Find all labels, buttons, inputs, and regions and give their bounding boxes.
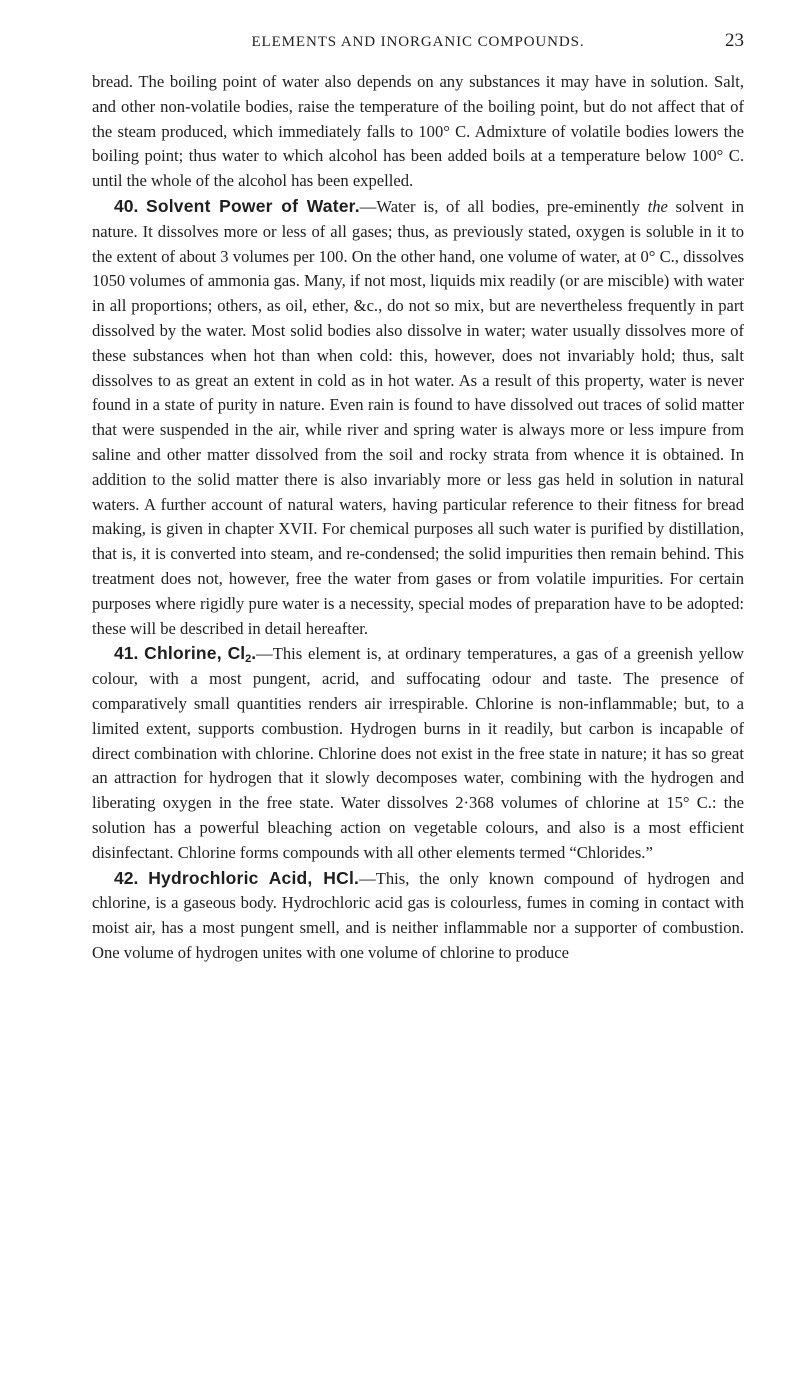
section-40-number: 40. [114, 195, 139, 216]
page-number: 23 [725, 30, 744, 51]
paragraph-intro-text: bread. The boiling point of water also depends on any substances it may have in solution. Salt, and other non-volatile bodies, raise the temperature of the boiling point, but do not affect that of the steam produced, which immediately falls to 100° C. Admixture of volatile bodies lowers the boiling point; thus water to which alcohol has been added boils at a temperature below 100° C. until the whole of the alcohol has been expelled. [92, 72, 744, 191]
section-41 [92, 641, 744, 865]
book-page [92, 0, 744, 1380]
body-text [92, 70, 744, 966]
section-40-text-a: —Water is, of all bodies, pre-eminently [359, 196, 648, 216]
section-41-number: 41. [114, 643, 139, 664]
section-42 [92, 866, 744, 966]
section-42-number: 42. [114, 867, 139, 888]
section-40-text-b: solvent in nature. It dissolves more or less of all gases; thus, as previously stated, oxygen is soluble in it to the extent of about 3 volumes per 100. On the other hand, one volume of water, at 0° C., dissolves 1050 volumes of ammonia gas. Many, if not most, liquids mix readily (or are miscible) with water in all proportions; others, as oil, ether, &c., do not so mix, but are nevertheless frequently in part dissolved by the water. Most solid bodies also dissolve in water; water usually dissolves more of these substances when hot than when cold: this, however, does not invariably hold; thus, salt dissolves to as great an extent in cold as in hot water. As a result of this property, water is never found in a state of purity in nature. Even rain is found to have dissolved out traces of solid matter that were suspended in the air, while river and spring water is always more or less impure from saline and other matter dissolved from the soil and rocky strata from whence it is obtained. In addition to the solid matter there is also invariably more or less gas held in solution in natural waters. A further account of natural waters, having particular reference to their fitness for bread making, is given in chapter XVII. For chemical purposes all such water is purified by distillation, that is, it is converted into steam, and re-condensed; the solid impurities then remain behind. This treatment does not, however, free the water from gases or from volatile impurities. For certain purposes where rigidly pure water is a necessity, special modes of preparation have to be adopted: these will be described in detail hereafter. [92, 196, 745, 638]
section-40 [92, 194, 744, 641]
page-header [92, 0, 744, 64]
running-head: ELEMENTS AND INORGANIC COMPOUNDS. [251, 34, 585, 50]
section-42-heading: Hydrochloric Acid, HCl. [148, 867, 360, 888]
section-40-emphasis: the [647, 196, 668, 216]
section-40-heading: Solvent Power of Water. [145, 195, 360, 216]
section-42-text: —This, the only known compound of hydrogen and chlorine, is a gaseous body. Hydrochloric acid gas is colourless, fumes in coming in contact with moist air, has a most pungent smell, and is neither inflammable nor a supporter of combustion. One volume of hydrogen unites with one volume of chlorine to produce [92, 868, 744, 962]
section-41-formula [227, 643, 257, 666]
section-41-heading: Chlorine, [144, 643, 222, 664]
section-41-formula-subscript: 2 [245, 653, 252, 666]
paragraph-intro [92, 70, 744, 194]
section-41-formula-symbol: Cl [227, 643, 246, 664]
section-41-text: —This element is, at ordinary temperatures, a gas of a greenish yellow colour, with a most pungent, acrid, and suffocating odour and taste. The presence of comparatively small quantities renders air irrespirable. Chlorine is non-inflammable; but, to a limited extent, supports combustion. Hydrogen burns in it readily, but carbon is incapable of direct combination with chlorine. Chlorine does not exist in the free state in nature; it has so great an attraction for hydrogen that it slowly decomposes water, combining with the hydrogen and liberating oxygen in the free state. Water dissolves 2·368 volumes of chlorine at 15° C.: the solution has a powerful bleaching action on vegetable colours, and also is a most efficient disinfectant. Chlorine forms compounds with all other elements termed “Chlorides.” [92, 644, 745, 862]
section-41-formula-end: . [251, 643, 257, 664]
